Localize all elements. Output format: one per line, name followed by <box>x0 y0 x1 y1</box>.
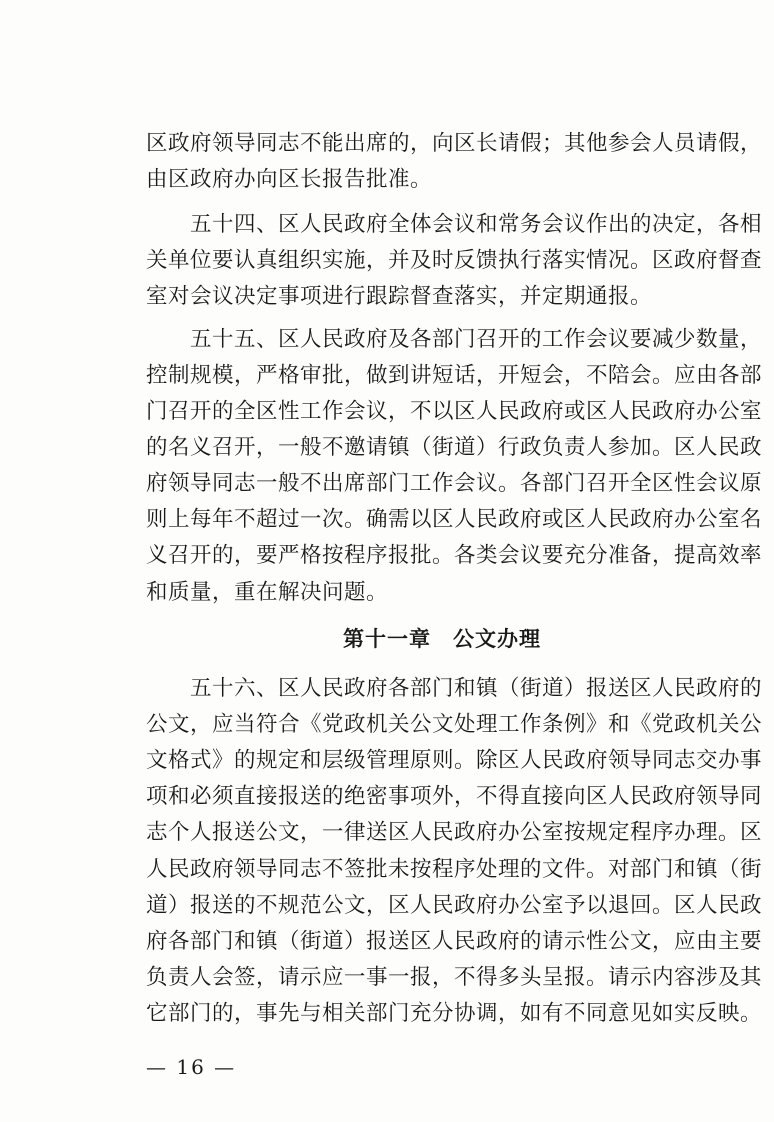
paragraph-start-line: 五十六、区人民政府各部门和镇（街道）报送区人民政府的 <box>190 676 763 701</box>
text-line: 区政府领导同志不能出席的，向区长请假；其他参会人员请假， <box>146 131 763 156</box>
paragraph-start-line: 五十四、区人民政府全体会议和常务会议作出的决定，各相 <box>190 212 763 237</box>
text-line: 由区政府办向区长报告批准。 <box>146 167 433 192</box>
page-number: — 16 — <box>146 1055 237 1079</box>
text-line: 它部门的，事先与相关部门充分协调，如有不同意见如实反映。 <box>146 1001 763 1026</box>
text-line: 文格式》的规定和层级管理原则。除区人民政府领导同志交办事 <box>146 748 763 773</box>
text-line: 则上每年不超过一次。确需以区人民政府或区人民政府办公室名 <box>146 507 763 532</box>
text-line: 志个人报送公文，一律送区人民政府办公室按规定程序办理。区 <box>146 820 763 845</box>
text-line: 道）报送的不规范公文，区人民政府办公室予以退回。区人民政 <box>146 893 763 918</box>
text-line: 府领导同志一般不出席部门工作会议。各部门召开全区性会议原 <box>146 471 763 496</box>
paragraph-start-line: 五十五、区人民政府及各部门召开的工作会议要减少数量， <box>190 327 763 352</box>
text-line: 和质量，重在解决问题。 <box>146 580 389 605</box>
text-line: 公文，应当符合《党政机关公文处理工作条例》和《党政机关公 <box>146 712 763 737</box>
text-line: 人民政府领导同志不签批未按程序处理的文件。对部门和镇（街 <box>146 857 763 882</box>
text-line: 关单位要认真组织实施，并及时反馈执行落实情况。区政府督查 <box>146 248 763 273</box>
text-line: 负责人会签，请示应一事一报，不得多头呈报。请示内容涉及其 <box>146 965 763 990</box>
chapter-heading: 第十一章 公文办理 <box>343 627 541 651</box>
text-line: 府各部门和镇（街道）报送区人民政府的请示性公文，应由主要 <box>146 929 763 954</box>
text-line: 控制规模，严格审批，做到讲短话，开短会，不陪会。应由各部 <box>146 363 763 388</box>
text-line: 项和必须直接报送的绝密事项外，不得直接向区人民政府领导同 <box>146 784 763 809</box>
text-line: 室对会议决定事项进行跟踪督查落实，并定期通报。 <box>146 284 653 309</box>
text-line: 义召开的，要严格按程序报批。各类会议要充分准备，提高效率 <box>146 543 763 568</box>
text-line: 的名义召开，一般不邀请镇（街道）行政负责人参加。区人民政 <box>146 435 763 460</box>
text-line: 门召开的全区性工作会议，不以区人民政府或区人民政府办公室 <box>146 399 763 424</box>
